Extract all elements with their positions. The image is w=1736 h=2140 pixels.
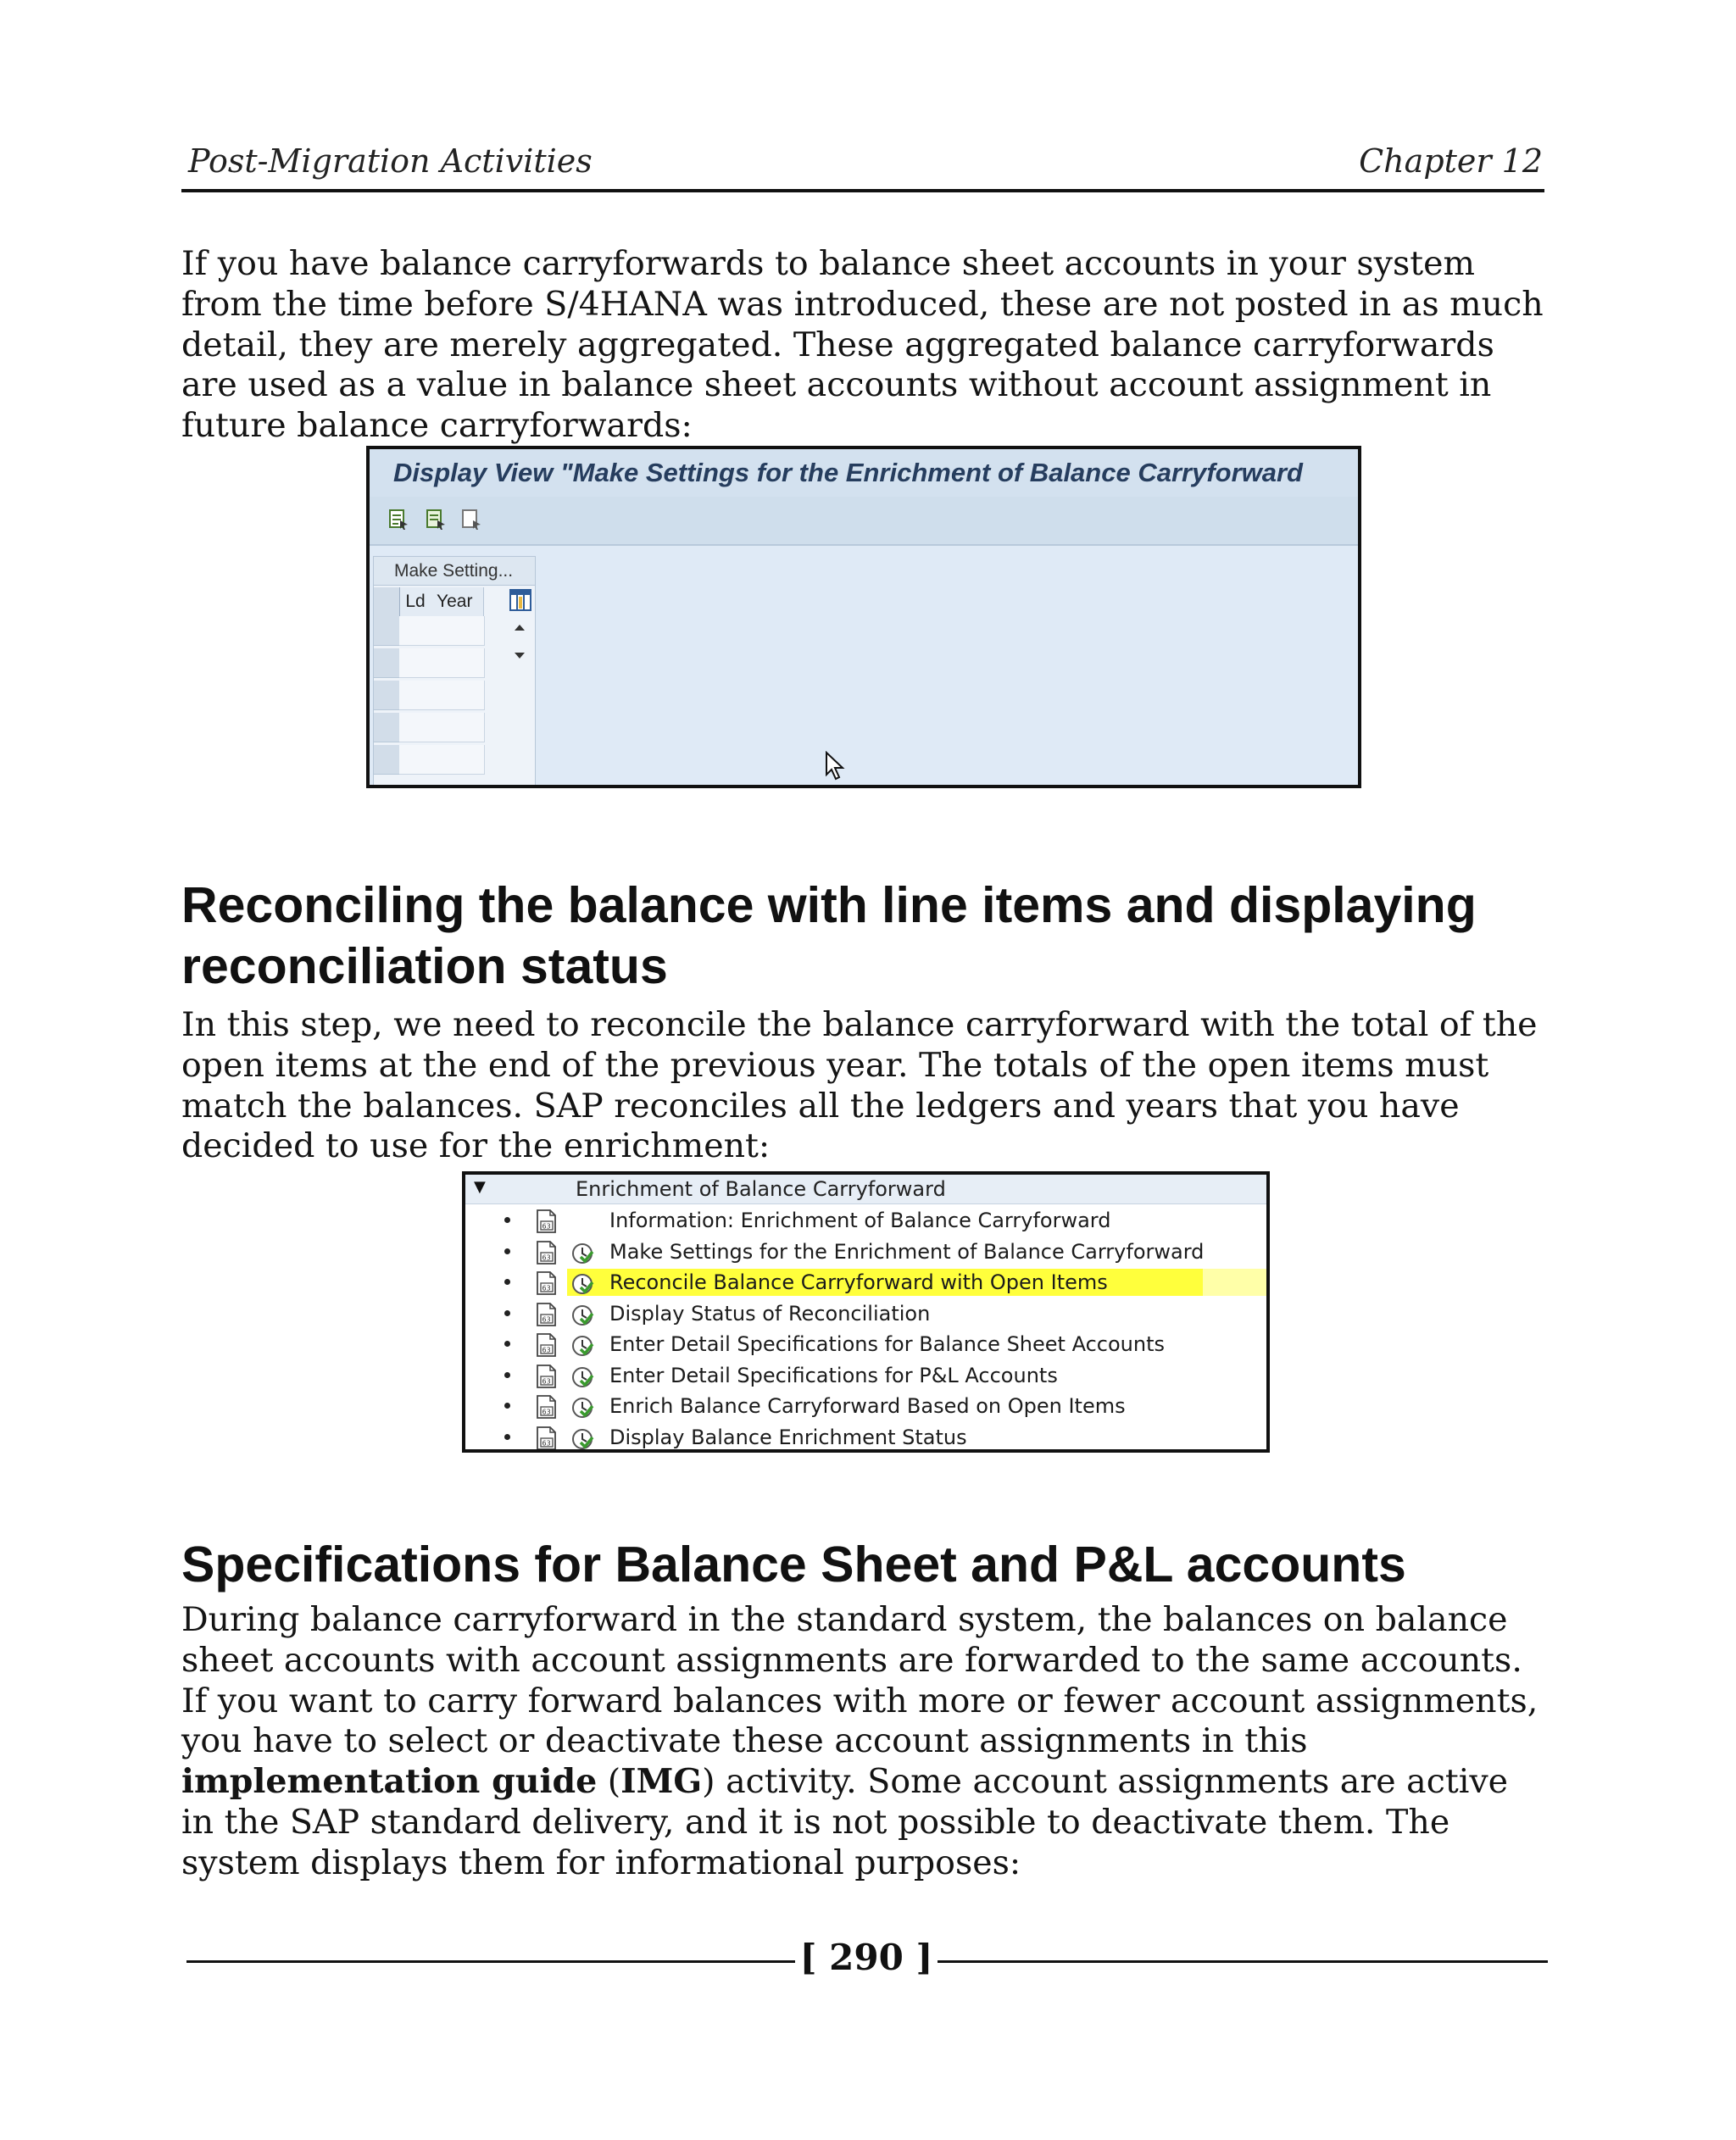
paragraph-text: ( (597, 1762, 621, 1802)
bullet-icon (504, 1403, 510, 1409)
page-number: [ 290 ] (799, 1937, 933, 1978)
selection-highlight-tail (1203, 1269, 1270, 1296)
tree-item-label: Enter Detail Specifications for Balance Sheet Accounts (609, 1332, 1165, 1356)
execute-clock-icon[interactable] (570, 1396, 594, 1420)
svg-text:63: 63 (542, 1439, 551, 1447)
tree-item[interactable] (465, 1391, 1266, 1421)
tree-item[interactable] (465, 1422, 1266, 1453)
bullet-icon (504, 1341, 510, 1347)
tree-item[interactable] (465, 1360, 1266, 1391)
bullet-icon (504, 1372, 510, 1378)
tree-item-label: Make Settings for the Enrichment of Balance Carryforward (609, 1239, 1205, 1264)
section-paragraph-reconciling: In this step, we need to reconcile the balance carryforward with the total of the open items at the end of the previous year. The totals of the open items must match the balances. SAP reconciles all the ledgers and years that you have decided to use for the enrichment: (181, 1005, 1538, 1166)
paragraph-text: ) activity. Some account assignments are active in the SAP standard delivery, and it is not possible to deactivate them. The system displays them for informational purposes: (181, 1762, 1509, 1882)
settings-table (373, 556, 536, 787)
collapse-triangle-icon[interactable]: ▼ (474, 1178, 486, 1196)
documentation-icon[interactable] (535, 1240, 559, 1265)
tree-item-label: Enrich Balance Carryforward Based on Open Items (609, 1394, 1126, 1418)
tree-root-row[interactable] (465, 1175, 1266, 1204)
table-cell[interactable] (431, 713, 485, 742)
select-all-icon[interactable] (388, 509, 409, 531)
svg-text:63: 63 (542, 1222, 551, 1231)
table-cell[interactable] (399, 745, 432, 775)
sap-view-screenshot (366, 446, 1361, 788)
table-cell[interactable] (399, 713, 432, 742)
bullet-icon (504, 1279, 510, 1285)
deselect-icon[interactable] (426, 509, 446, 531)
documentation-icon[interactable] (535, 1364, 559, 1389)
bold-term-img: IMG (620, 1762, 703, 1802)
svg-text:63: 63 (542, 1377, 551, 1385)
documentation-icon[interactable] (535, 1332, 559, 1358)
tree-item-label: Reconcile Balance Carryforward with Open Items (609, 1270, 1108, 1294)
details-icon[interactable] (461, 509, 481, 531)
column-header-ledger[interactable]: Ld (399, 587, 432, 616)
row-selector[interactable] (374, 745, 400, 775)
tree-item-label: Display Status of Reconciliation (609, 1301, 931, 1326)
sap-toolbar (370, 497, 1358, 546)
execute-clock-icon[interactable] (570, 1334, 594, 1358)
bullet-icon (504, 1217, 510, 1223)
row-selector[interactable] (374, 648, 400, 678)
footer-rule-left (186, 1960, 795, 1963)
paragraph-text: During balance carryforward in the standard system, the balances on balance sheet accounts with account assignments are forwarded to the same accounts. If you want to carry forward balances with more or fewer account assignments, you have to select or deactivate these account assignments in this (181, 1600, 1538, 1761)
footer-rule-right (938, 1960, 1548, 1963)
bullet-icon (504, 1310, 510, 1316)
section-heading-specifications: Specifications for Balance Sheet and P&L accounts (181, 1537, 1406, 1592)
header-rule (181, 189, 1544, 192)
tree-item[interactable] (465, 1237, 1266, 1267)
column-header-year[interactable]: Year (431, 587, 484, 616)
table-cell[interactable] (399, 648, 432, 678)
tree-item[interactable] (465, 1329, 1266, 1359)
scroll-up-icon[interactable] (511, 621, 528, 633)
column-settings-icon[interactable] (509, 589, 531, 611)
intro-paragraph: If you have balance carryforwards to balance sheet accounts in your system from the time before S/4HANA was introduced, these are not posted in as much detail, they are merely aggregated. These aggregated balance carryforwards are used as a value in balance sheet accounts without account assignment in future balance carryforwards: (181, 244, 1544, 446)
tree-item-label: Display Balance Enrichment Status (609, 1425, 967, 1449)
documentation-icon[interactable] (535, 1394, 559, 1420)
documentation-icon[interactable] (535, 1209, 559, 1234)
tree-item-label: Enter Detail Specifications for P&L Accounts (609, 1363, 1058, 1387)
scroll-down-icon[interactable] (511, 650, 528, 662)
table-cell[interactable] (399, 681, 432, 710)
table-cell[interactable] (431, 745, 485, 775)
table-caption: Make Setting... (374, 557, 535, 586)
mouse-cursor-icon (825, 751, 847, 781)
tree-item[interactable] (465, 1267, 1266, 1298)
documentation-icon[interactable] (535, 1270, 559, 1296)
row-selector[interactable] (374, 713, 400, 742)
sap-view-title: Display View "Make Settings for the Enrichment of Balance Carryforward (370, 449, 1358, 497)
execute-clock-icon[interactable] (570, 1365, 594, 1389)
svg-text:63: 63 (542, 1315, 551, 1323)
bullet-icon (504, 1434, 510, 1440)
select-all-rows[interactable] (374, 587, 400, 617)
section-heading-reconciling: Reconciling the balance with line items and displaying reconciliation status (181, 877, 1477, 994)
svg-text:63: 63 (542, 1253, 551, 1261)
documentation-icon[interactable] (535, 1302, 559, 1327)
table-cell[interactable] (431, 648, 485, 678)
execute-clock-icon[interactable] (570, 1272, 594, 1296)
execute-clock-icon[interactable] (570, 1303, 594, 1327)
bullet-icon (504, 1248, 510, 1254)
row-selector[interactable] (374, 681, 400, 710)
tree-item-label: Information: Enrichment of Balance Carryforward (609, 1209, 1111, 1232)
running-header-section: Post-Migration Activities (188, 142, 593, 180)
svg-text:63: 63 (542, 1346, 551, 1354)
execute-clock-icon[interactable] (570, 1427, 594, 1451)
running-header-chapter: Chapter 12 (1359, 142, 1543, 180)
tree-item[interactable] (465, 1205, 1266, 1236)
table-cell[interactable] (431, 616, 485, 646)
execute-clock-icon[interactable] (570, 1242, 594, 1265)
table-cell[interactable] (399, 616, 432, 646)
documentation-icon[interactable] (535, 1426, 559, 1451)
row-selector[interactable] (374, 616, 400, 646)
svg-text:63: 63 (542, 1408, 551, 1416)
tree-root-label: Enrichment of Balance Carryforward (576, 1177, 946, 1201)
tree-item[interactable] (465, 1298, 1266, 1329)
section-paragraph-specifications (181, 1600, 1546, 1884)
table-cell[interactable] (431, 681, 485, 710)
img-tree-screenshot (462, 1171, 1270, 1453)
bold-term-implementation-guide: implementation guide (181, 1762, 598, 1802)
svg-text:63: 63 (542, 1284, 551, 1292)
